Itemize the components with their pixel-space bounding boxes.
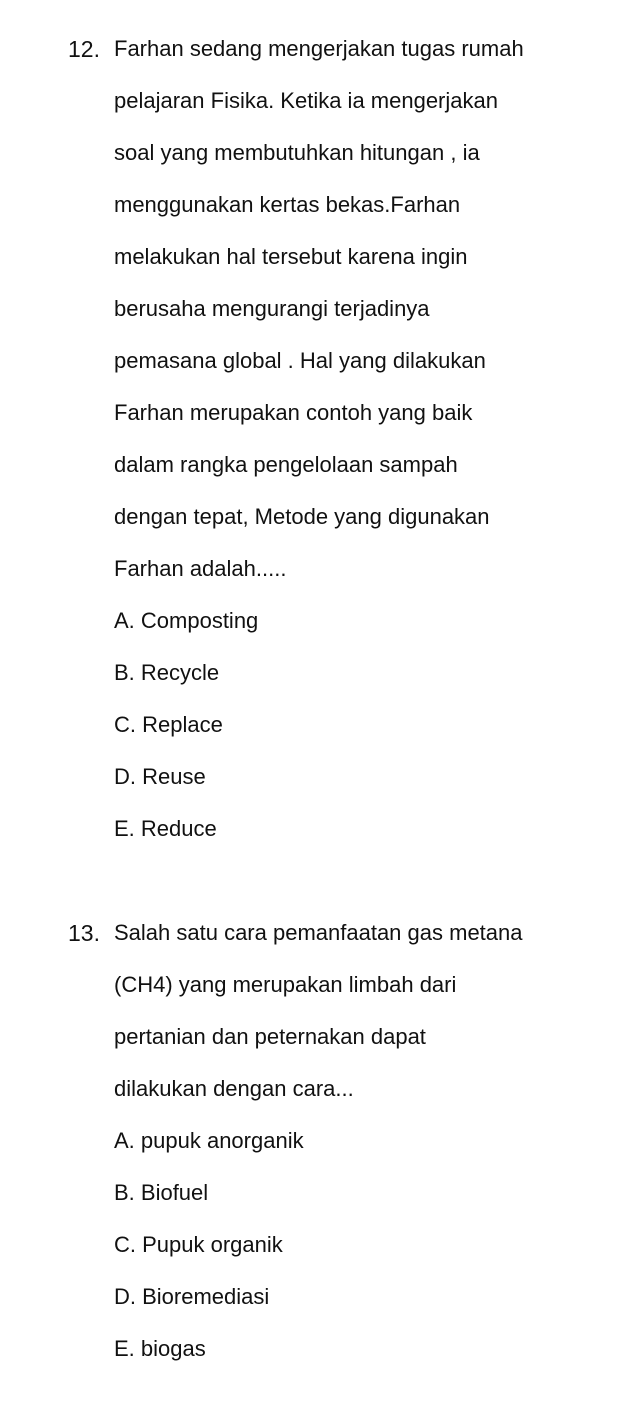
answer-option-c[interactable]: C. Pupuk organik: [114, 1232, 283, 1257]
question-text-line: pelajaran Fisika. Ketika ia mengerjakan: [114, 88, 498, 113]
question-text-line: Farhan adalah.....: [114, 556, 287, 581]
question-text-line: (CH4) yang merupakan limbah dari: [114, 972, 457, 997]
question-text-line: dilakukan dengan cara...: [114, 1076, 354, 1101]
question-text-line: Farhan merupakan contoh yang baik: [114, 400, 473, 425]
question-text-line: dalam rangka pengelolaan sampah: [114, 452, 458, 477]
question-text-line: pertanian dan peternakan dapat: [114, 1024, 426, 1049]
answer-option-d[interactable]: D. Reuse: [114, 764, 206, 789]
answer-option-b[interactable]: B. Biofuel: [114, 1180, 209, 1205]
answer-option-b[interactable]: B. Recycle: [114, 660, 220, 685]
answer-option-a[interactable]: A. pupuk anorganik: [114, 1128, 304, 1153]
answer-options: [114, 601, 614, 861]
question-body: [114, 29, 614, 861]
question-text-line: Farhan sedang mengerjakan tugas rumah: [114, 36, 524, 61]
question-text-line: soal yang membutuhkan hitungan , ia: [114, 140, 480, 165]
question-text-line: berusaha mengurangi terjadinya: [114, 296, 430, 321]
answer-option-a[interactable]: A. Composting: [114, 608, 259, 633]
answer-option-e[interactable]: E. biogas: [114, 1336, 206, 1361]
question-text-line: Salah satu cara pemanfaatan gas metana: [114, 920, 523, 945]
question-number: 12.: [68, 36, 100, 62]
answer-option-e[interactable]: E. Reduce: [114, 816, 217, 841]
question-text-line: pemasana global . Hal yang dilakukan: [114, 348, 486, 373]
question-body: [114, 913, 614, 1381]
question-text-line: dengan tepat, Metode yang digunakan: [114, 504, 490, 529]
question-number: 13.: [68, 920, 100, 946]
question-text-line: melakukan hal tersebut karena ingin: [114, 244, 468, 269]
answer-option-d[interactable]: D. Bioremediasi: [114, 1284, 270, 1309]
question-text-line: menggunakan kertas bekas.Farhan: [114, 192, 461, 217]
answer-options: [114, 1121, 614, 1381]
answer-option-c[interactable]: C. Replace: [114, 712, 223, 737]
